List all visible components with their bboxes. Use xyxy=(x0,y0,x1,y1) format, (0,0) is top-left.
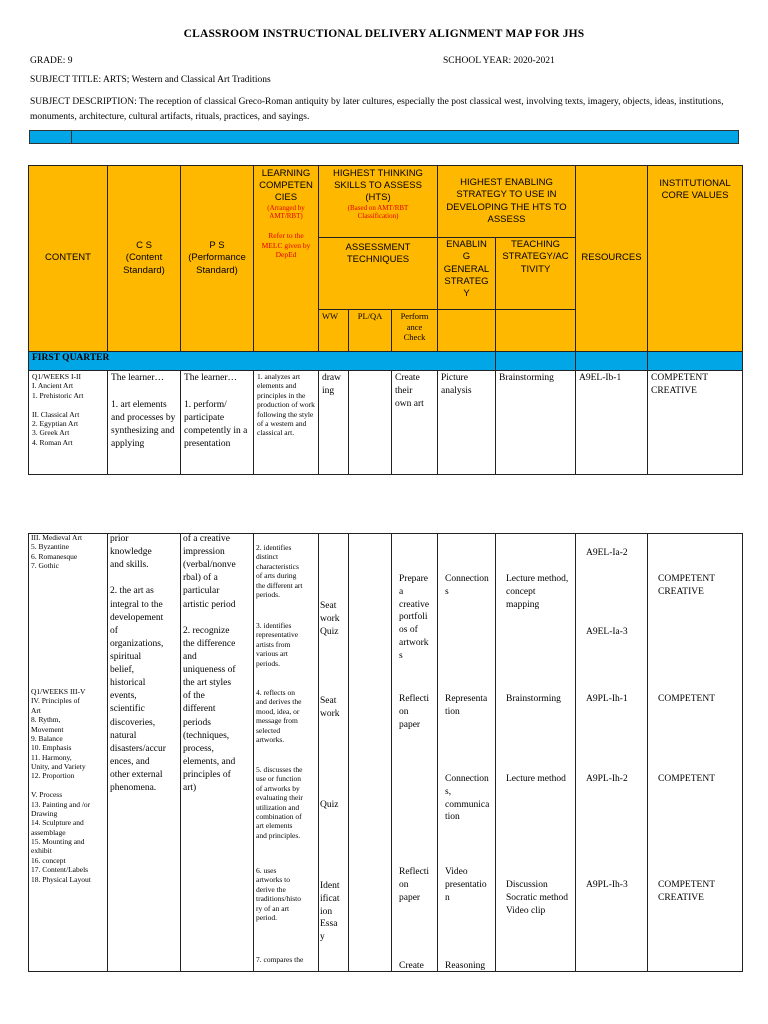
melc-note: Refer to the MELC given by DepEd xyxy=(261,231,311,259)
subject-title: SUBJECT TITLE: ARTS; Western and Classical Art Traditions xyxy=(30,75,271,85)
first-quarter-label: FIRST QUARTER xyxy=(29,352,496,371)
row2-res-4: A9PL-Ih-2 xyxy=(586,774,628,784)
row1-ps: The learner… 1. perform/ participate competently in a presentation xyxy=(181,371,254,475)
row1-content-text: Q1/WEEKS I-II I. Ancient Art 1. Prehistoric Art II. Classical Art 2. Egyptian Art 3. Greek Art 4. Roman Art xyxy=(32,372,84,447)
hts-note: (Based on AMT/RBT Classification) xyxy=(347,203,409,221)
content-header: CONTENT xyxy=(29,166,108,352)
row2-gen-5: Reasoning xyxy=(445,961,486,971)
row2-gen-2: Representa tion xyxy=(445,694,488,717)
core-values-header: INSTITUTIONAL CORE VALUES xyxy=(648,166,743,352)
row2-ww-2: Seat work xyxy=(320,696,340,719)
continuation-table xyxy=(28,533,742,971)
row2-val-1: COMPETENT CREATIVE xyxy=(658,574,715,597)
alignment-map-table xyxy=(28,165,743,475)
teaching-strategy-header: TEACHING STRATEGY/AC TIVITY xyxy=(496,238,576,310)
row1-values: COMPETENT CREATIVE xyxy=(648,371,743,475)
hts-header xyxy=(319,166,438,238)
assessment-header: ASSESSMENT TECHNIQUES xyxy=(319,238,438,310)
subject-description: SUBJECT DESCRIPTION: The reception of classical Greco-Roman antiquity by later cultures, especially the post classical west, involving texts, imagery, objects, ideas, institutions, monuments, architecture, cultural artifacts, rituals, practices, and sayings. xyxy=(30,97,724,122)
cs-header: C S (Content Standard) xyxy=(108,166,181,352)
row2-teach-4: Discussion Socratic method Video clip xyxy=(506,880,568,916)
cont-col-gen xyxy=(438,534,496,972)
row2-perf-4: Create xyxy=(399,961,424,971)
lc-note: (Arranged by AMT/RBT) xyxy=(267,203,305,221)
row2-lc-2: 2. identifies distinct characteristics of arts during the different art periods. xyxy=(256,543,303,599)
row2-teach-3: Lecture method xyxy=(506,774,566,784)
row2-ps: of a creative impression (verbal/nonve rbal) of a particular artistic period 2. recognize the difference and uniqueness of the art styles of the different periods (techniques, process, elements, and principles of art) xyxy=(183,534,236,794)
empty-header-cell xyxy=(438,310,496,352)
quarter-row-cell xyxy=(576,352,648,371)
ps-header: P S (Performance Standard) xyxy=(181,166,254,352)
quarter-row-cell xyxy=(496,352,576,371)
row2-ww-1: Seat work Quiz xyxy=(320,601,340,637)
row1-cs: The learner… 1. art elements and processes by synthesizing and applying xyxy=(108,371,181,475)
row2-content-a: III. Medieval Art 5. Byzantine 6. Romanesque 7. Gothic xyxy=(31,533,83,571)
row2-lc-6: 6. uses artworks to derive the traditions/histo ry of an art period. xyxy=(256,866,301,922)
row2-cs: prior knowledge and skills. 2. the art as integral to the developement of organizations, spiritual belief, historical events, scientific discoveries, natural disasters/accur ences, and other external phenomena. xyxy=(110,534,166,794)
empty-header-cell xyxy=(496,310,576,352)
row2-teach-1: Lecture method, concept mapping xyxy=(506,574,569,610)
row2-val-2: COMPETENT xyxy=(658,694,715,704)
plqa-header: PL/QA xyxy=(349,310,392,352)
performance-check-header: Perform ance Check xyxy=(392,310,438,352)
row1-ww: draw ing xyxy=(319,371,349,475)
enabling-header: HIGHEST ENABLING STRATEGY TO USE IN DEVELOPING THE HTS TO ASSESS xyxy=(438,166,576,238)
row2-perf-1: Prepare a creative portfoli os of artwork s xyxy=(399,574,430,661)
row1-content xyxy=(29,371,108,475)
document-title: CLASSROOM INSTRUCTIONAL DELIVERY ALIGNMENT MAP FOR JHS xyxy=(183,28,585,40)
resources-header: RESOURCES xyxy=(576,166,648,352)
lc-title: LEARNING COMPETEN CIES xyxy=(259,168,313,203)
row1-lc: 1. analyzes art elements and principles in the production of work following the style of a western and classical art. xyxy=(254,371,319,475)
row2-lc-4: 4. reflects on and derives the mood, idea, or message from selected artworks. xyxy=(256,688,302,744)
row2-val-3: COMPETENT xyxy=(658,774,715,784)
enabling-general-header: ENABLIN G GENERAL STRATEG Y xyxy=(438,238,496,310)
row2-perf-3: Reflecti on paper xyxy=(399,867,430,903)
school-year-label: SCHOOL YEAR: 2020-2021 xyxy=(443,56,555,66)
row2-ww-4: Ident ificat ion Essa y xyxy=(320,881,340,943)
row1-teaching: Brainstorming xyxy=(496,371,576,475)
row2-perf-2: Reflecti on paper xyxy=(399,694,430,730)
cont-col-val xyxy=(648,534,743,972)
row2-gen-4: Video presentatio n xyxy=(445,867,487,903)
row2-res-3: A9PL-Ih-1 xyxy=(586,694,628,704)
row2-lc-7: 7. compares the xyxy=(256,955,304,964)
row1-resources: A9EL-Ib-1 xyxy=(576,371,648,475)
row2-gen-3: Connection s, communica tion xyxy=(445,774,490,823)
row1-plqa xyxy=(349,371,392,475)
row2-res-1: A9EL-Ia-2 xyxy=(586,548,628,558)
blue-bar xyxy=(29,130,739,144)
row1-performance: Create their own art xyxy=(392,371,438,475)
quarter-row-cell xyxy=(648,352,743,371)
row1-enabling: Picture analysis xyxy=(438,371,496,475)
grade-label: GRADE: 9 xyxy=(30,56,73,66)
blue-bar-divider xyxy=(71,131,72,143)
row2-val-4: COMPETENT CREATIVE xyxy=(658,880,715,903)
cont-col-plqa xyxy=(349,534,392,972)
ww-header: WW xyxy=(319,310,349,352)
row2-gen-1: Connection s xyxy=(445,574,489,597)
row2-res-2: A9EL-Ia-3 xyxy=(586,627,628,637)
row2-res-5: A9PL-Ih-3 xyxy=(586,880,628,890)
row2-content-b: Q1/WEEKS III-V IV. Principles of Art 8. Rythm, Movement 9. Balance 10. Emphasis 11. Harmony, Unity, and Variety 12. Proportion V. Process 13. Painting and /or Drawing 14. Sculpture and assemblage 15. Mounting and exhibit 16. concept 17. Content/Labels 18. Physical Layout xyxy=(31,687,91,884)
row2-lc-3: 3. identifies representative artists from various art periods. xyxy=(256,621,299,668)
row2-lc-5: 5. discusses the use or function of artworks by evaluating their utilization and combination of art elements and principles. xyxy=(256,765,303,840)
learning-competencies-header xyxy=(254,166,319,352)
row2-teach-2: Brainstorming xyxy=(506,694,561,704)
row2-ww-3: Quiz xyxy=(320,800,339,810)
cont-col-res xyxy=(576,534,648,972)
hts-title: HIGHEST THINKING SKILLS TO ASSESS (HTS) xyxy=(333,168,423,203)
